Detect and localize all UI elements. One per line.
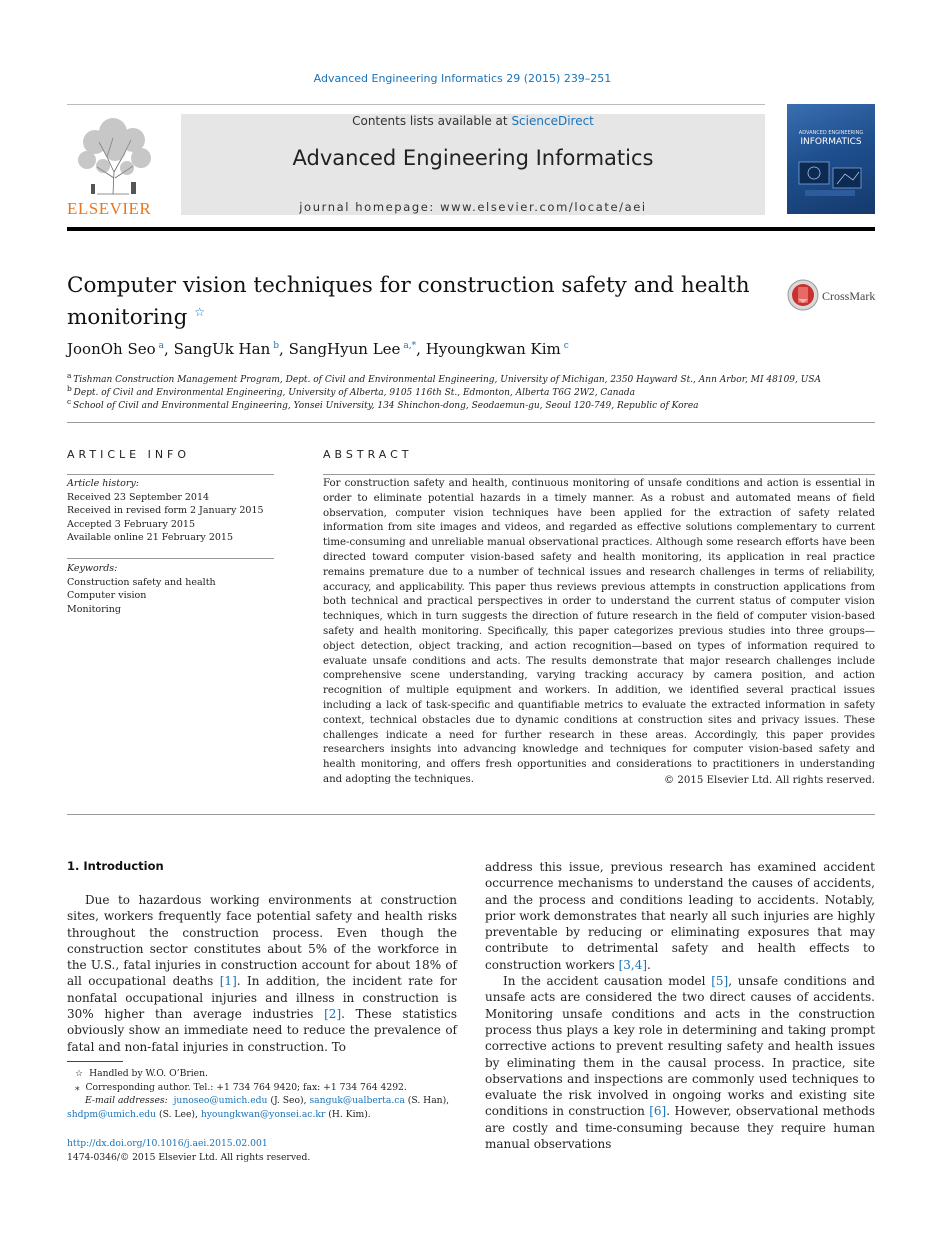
reference-link[interactable]: [3,4]: [618, 957, 648, 972]
affiliation-text: School of Civil and Environmental Engineering, Yonsei University, 134 Shinchon-dong, Seodaemun-gu, Seoul 120-749, Republic of Korea: [73, 401, 699, 411]
affiliation-mark: c: [67, 397, 72, 406]
reference-link[interactable]: [1]: [219, 974, 237, 989]
keywords-divider: [67, 558, 274, 559]
body-paragraph: [485, 859, 875, 973]
author-name[interactable]: JoonOh Seo: [67, 340, 156, 358]
email-link[interactable]: hyoungkwan@yonsei.ac.kr: [200, 1108, 326, 1120]
footnote-mark: ☆: [75, 1068, 84, 1079]
email-owner: (H. Kim).: [325, 1108, 371, 1120]
affiliation-text: Dept. of Civil and Environmental Engineering, University of Alberta, 9105 116th St., Edmonton, Alberta T6G 2W2, Canada: [73, 388, 635, 398]
cover-graphic: [795, 154, 867, 204]
keywords-block: [67, 562, 274, 616]
section-heading-introduction: 1. Introduction: [67, 859, 164, 873]
affiliation-mark: b: [67, 384, 72, 393]
email-link[interactable]: shdpm@umich.edu: [67, 1108, 157, 1120]
keyword: Monitoring: [67, 603, 121, 615]
body-text: In the accident causation model: [503, 974, 712, 989]
crossmark-label[interactable]: CrossMark: [822, 289, 876, 303]
issn-line: 1474-0346/© 2015 Elsevier Ltd. All rights reserved.: [67, 1152, 311, 1163]
title-line2: monitoring: [67, 305, 188, 331]
section-divider: [67, 422, 875, 423]
sciencedirect-link[interactable]: ScienceDirect: [511, 114, 594, 128]
abstract-divider: [323, 474, 875, 475]
footnote-emails: [67, 1094, 457, 1108]
body-text: Due to hazardous working environments at construction sites, workers frequently face potential safety and health risks throughout the construction process. Even though the construction sector constitutes about 5% of the workforce in the U.S., fatal injuries in construction account for about 18% of all occupational deaths: [67, 893, 457, 989]
title-footnote-mark[interactable]: ☆: [194, 305, 206, 319]
doi-link[interactable]: [67, 1137, 268, 1150]
cover-line1: ADVANCED ENGINEERING: [798, 130, 864, 136]
body-text: . These statistics obviously show an immediate need to reduce the prevalence of fatal and non-fatal injuries in construction. To: [67, 1007, 458, 1054]
footnote-mark: ⁎: [75, 1081, 80, 1093]
journal-citation-link[interactable]: Advanced Engineering Informatics 29 (2015) 239–251: [313, 72, 612, 85]
article-info-heading: ARTICLE INFO: [67, 448, 191, 461]
email-link[interactable]: sanguk@ualberta.ca: [309, 1095, 405, 1106]
body-text: .: [647, 957, 651, 972]
article-info-divider: [67, 474, 274, 475]
body-divider: [67, 814, 875, 815]
author-name[interactable]: SangUk Han: [173, 340, 271, 358]
footnotes: [67, 1067, 457, 1121]
cover-line2: INFORMATICS: [800, 137, 862, 147]
author-affiliation-mark[interactable]: a,*: [403, 341, 417, 351]
article-title: [67, 272, 767, 331]
footnote-corresponding: [67, 1081, 457, 1095]
abstract-copyright: © 2015 Elsevier Ltd. All rights reserved.: [663, 775, 875, 786]
revised-date: Received in revised form 2 January 2015: [67, 505, 264, 516]
journal-homepage[interactable]: journal homepage: www.elsevier.com/locate/aei: [299, 200, 647, 214]
article-history: [67, 477, 274, 545]
elsevier-wordmark: ELSEVIER: [67, 199, 152, 218]
reference-link[interactable]: [6]: [649, 1104, 667, 1119]
body-text: , unsafe conditions and unsafe acts are considered the two direct causes of accidents. Monitoring unsafe conditions and acts in the construction process thus plays a key role in determining and taking prompt corrective actions to prevent resulting safety and health issues by eliminating them in the causal process. In practice, site observations and inspections are commonly used techniques to evaluate the risk involved in ongoing works and existing site conditions in construction: [485, 974, 875, 1119]
doi-text[interactable]: http://dx.doi.org/10.1016/j.aei.2015.02.001: [67, 1138, 268, 1149]
affiliation-text: Tishman Construction Management Program, Dept. of Civil and Environmental Engineering, University of Michigan, 2350 Hayward St., Ann Arbor, MI 48109, USA: [73, 375, 821, 385]
contents-prefix: Contents lists available at: [352, 114, 512, 128]
received-date: Received 23 September 2014: [67, 491, 210, 503]
abstract-text: For construction safety and health, continuous monitoring of unsafe conditions and action is essential in order to eliminate potential hazards in a timely manner. As a robust and automated means of field observation, computer vision techniques have been applied for the extraction of safety related information from site images and videos, and regarded as effective solutions complementary to current time-consuming and unreliable manual observational practices. Although some research efforts have been directed toward computer vision-based safety and health monitoring, its application in real practice remains premature due to a number of technical issues and research challenges in terms of reliability, accuracy, and applicability. This paper thus reviews previous attempts in construction applications from both technical and practical perspectives in order to understand the current status of computer vision techniques, which in turn suggests the direction of future research in the field of computer vision-based safety and health monitoring. Specifically, this paper categorizes previous studies into three groups—object detection, object tracking, and action recognition—based on types of information required to evaluate unsafe conditions and acts. The results demonstrate that major research challenges include comprehensive scene understanding, varying tracking accuracy by camera position, and action recognition of multiple equipment and workers. In addition, we identified several practical issues including a lack of task-specific and quantifiable metrics to evaluate the extracted information in safety context, technical obstacles due to dynamic conditions at construction sites and privacy issues. These challenges indicate a need for further research in these areas. Accordingly, this paper provides researchers insights into advancing knowledge and techniques for computer vision-based safety and health monitoring, and offers fresh opportunities and considerations to practitioners in understanding and adopting the techniques.: [323, 478, 875, 785]
keyword: Computer vision: [67, 590, 147, 601]
email-label: E-mail addresses:: [85, 1095, 168, 1106]
header-thick-rule: [67, 227, 875, 231]
journal-cover-image: [787, 104, 875, 214]
author-name[interactable]: Hyoungkwan Kim: [425, 340, 561, 358]
body-text: address this issue, previous research has examined accident occurrence mechanisms to understand the causes of accidents, and the process and conditions leading to accidents. Notably, prior work demonstrates that nearly all such injuries are highly preventable by reducing or eliminating exposures that may contribute to detrimental safety and health effects to construction workers: [485, 860, 875, 972]
author-list: JoonOh Seo $^a$, SangUk Han $^b$, SangHyun Lee $^{a,*}$, Hyoungkwan Kim $^c$: [67, 340, 569, 358]
affiliation-mark: a: [67, 371, 72, 380]
body-column-left: [67, 892, 457, 1055]
footnote-star: [67, 1067, 457, 1081]
author-affiliation-mark[interactable]: b: [273, 341, 280, 351]
online-date: Available online 21 February 2015: [67, 532, 233, 543]
body-paragraph: [485, 973, 875, 1152]
reference-link[interactable]: [2]: [324, 1007, 342, 1022]
history-label: Article history:: [67, 478, 139, 489]
accepted-date: Accepted 3 February 2015: [67, 518, 196, 530]
email-owner: (J. Seo),: [267, 1095, 310, 1106]
footnote-text: Corresponding author. Tel.: +1 734 764 9420; fax: +1 734 764 4292.: [85, 1081, 407, 1093]
affiliation: [67, 384, 635, 398]
author-affiliation-mark[interactable]: c: [563, 341, 569, 351]
crossmark-icon[interactable]: [787, 279, 819, 311]
author-affiliation-mark[interactable]: a: [158, 341, 165, 351]
affiliation: [67, 397, 699, 411]
body-column-right: [485, 859, 875, 1152]
body-text: . In addition, the incident rate for nonfatal occupational injuries and illness in construction is 30% higher than average industries: [67, 974, 458, 1022]
affiliation: [67, 371, 821, 385]
email-owner: (S. Han),: [404, 1095, 450, 1106]
email-link[interactable]: junoseo@umich.edu: [173, 1095, 268, 1106]
footnote-emails-cont: [67, 1108, 457, 1122]
reference-link[interactable]: [5]: [711, 974, 729, 989]
footnote-text: Handled by W.O. O’Brien.: [89, 1068, 208, 1079]
keyword: Construction safety and health: [67, 576, 216, 588]
contents-line: [181, 114, 765, 128]
journal-name: Advanced Engineering Informatics: [292, 146, 654, 170]
header-divider: [67, 104, 765, 105]
title-line1: Computer vision techniques for construction safety and health: [67, 273, 750, 298]
keywords-label: Keywords:: [67, 563, 118, 574]
body-paragraph: [67, 892, 457, 1055]
abstract-heading: ABSTRACT: [323, 448, 413, 461]
email-owner: (S. Lee),: [156, 1108, 201, 1120]
footnote-divider: [67, 1061, 123, 1062]
body-text: . However, observational methods are costly and time-consuming because they require human manual observations: [485, 1104, 875, 1152]
author-name[interactable]: SangHyun Lee: [288, 340, 401, 358]
